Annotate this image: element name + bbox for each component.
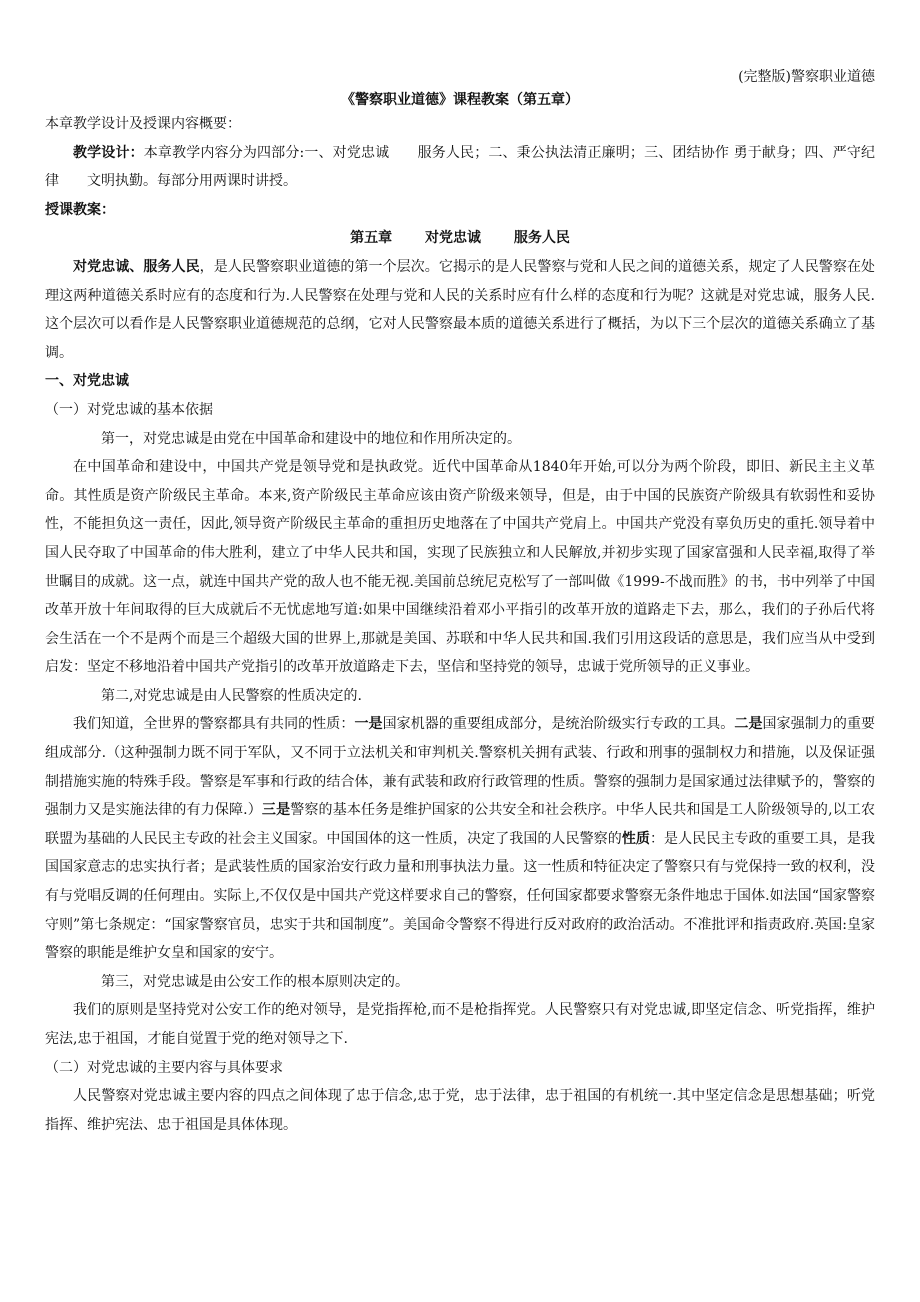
document-header-label: (完整版)警察职业道德 <box>738 69 875 85</box>
intro-lead: 对党忠诚、服务人民 <box>73 258 200 275</box>
section1-heading: 一、对党忠诚 <box>45 373 129 390</box>
second-marker-one: 一是 <box>354 716 383 733</box>
first-paragraph: 在中国革命和建设中，中国共产党是领导党和是执政党。近代中国革命从1840年开始,可以分为两个阶段，即旧、新民主主义革命。其性质是资产阶级民主革命。本来,资产阶级民主革命应该由资产阶级来领导，但是，由于中国的民族资产阶级具有软弱性和妥协性，不能担负这一责任，因此,领导资产阶级民主革命的重担历史地落在了中国共产党肩上。中国共产党没有辜负历史的重托.领导着中国人民夺取了中国革命的伟大胜利，建立了中华人民共和国，实现了民族独立和人民解放,并初步实现了国家富强和人民幸福,取得了举世瞩目的成就。这一点，就连中国共产党的敌人也不能无视.美国前总统尼克松写了一部叫做《1999-不战而胜》的书，书中列举了中国改革开放十年间取得的巨大成就后不无忧虑地写道:如果中国继续沿着邓小平指引的改革开放的道路走下去，那么，我们的子孙后代将会生活在一个不是两个而是三个超级大国的世界上,那就是美国、苏联和中华人民共和国.我们引用这段话的意思是，我们应当从中受到启发：坚定不移地沿着中国共产党指引的改革开放道路走下去，坚信和坚持党的领导，忠诚于党所领导的正义事业。 <box>45 459 875 676</box>
third-heading: 第三，对党忠诚是由公安工作的根本原则决定的。 <box>101 973 409 990</box>
second-marker-two: 二是 <box>734 716 763 733</box>
chapter-number: 第五章 <box>350 230 393 247</box>
second-nature-bold: 性质 <box>621 830 650 847</box>
intro-paragraph <box>45 253 875 367</box>
document-title: 《警察职业道德》课程教案（第五章） <box>341 92 579 108</box>
teaching-design-paragraph <box>45 139 875 196</box>
chapter-heading <box>45 224 875 253</box>
first-heading: 第一，对党忠诚是由党在中国革命和建设中的地位和作用所决定的。 <box>101 430 521 447</box>
sub1-heading: （一）对党忠诚的基本依据 <box>45 401 213 418</box>
second-heading: 第二,对党忠诚是由人民警察的性质决定的. <box>101 687 362 704</box>
sub2-heading: （二）对党忠诚的主要内容与具体要求 <box>45 1059 283 1076</box>
second-text-b: 国家机器的重要组成部分，是统治阶级实行专政的工具。 <box>382 716 735 733</box>
second-paragraph <box>45 710 875 967</box>
overview-heading: 本章教学设计及授课内容概要： <box>45 116 241 132</box>
second-marker-three: 三是 <box>261 802 291 819</box>
sub2-paragraph: 人民警察对党忠诚主要内容的四点之间体现了忠于信念,忠于党，忠于法律，忠于祖国的有机统一.其中坚定信念是思想基础；听党指挥、维护宪法、忠于祖国是具体体现。 <box>45 1088 875 1133</box>
second-text-c: 国家强制力的重要组成部分.（这种强制力既不同于军队，又不同于立法机关和审判机关.警察机关拥有武装、行政和刑事的强制权力和措施，以及保证强制措施实施的特殊手段。警察是军事和行政的结合体，兼有武装和政府行政管理的性质。警察的强制力是国家通过法律赋予的，警察的强制力又是实施法律的有力保障.） <box>45 716 876 819</box>
third-paragraph: 我们的原则是坚持党对公安工作的绝对领导，是党指挥枪,而不是枪指挥党。人民警察只有对党忠诚,即坚定信念、听党指挥，维护宪法,忠于祖国，才能自觉置于党的绝对领导之下. <box>45 1002 875 1047</box>
chapter-title-part2: 服务人民 <box>513 230 570 247</box>
second-text-d: 警察的基本任务是维护国家的公共安全和社会秩序。中华人民共和国是工人阶级领导的,以工农联盟为基础的人民民主专政的社会主义国家。中国国体的这一性质，决定了我国的人民警察的 <box>45 802 876 847</box>
chapter-title-part1: 对党忠诚 <box>425 230 481 247</box>
teaching-design-label: 教学设计： <box>73 144 144 161</box>
lesson-plan-heading: 授课教案： <box>45 201 115 218</box>
teaching-design-text: 本章教学内容分为四部分:一、对党忠诚 服务人民；二、秉公执法清正廉明；三、团结协作 勇于献身；四、严守纪律 文明执勤。每部分用两课时讲授。 <box>45 144 875 190</box>
second-text-e: ：是人民民主专政的重要工具，是我国国家意志的忠实执行者；是武装性质的国家治安行政力量和刑事执法力量。这一性质和特征决定了警察只有与党保持一致的权利，没有与党唱反调的任何理由。实际上,不仅仅是中国共产党这样要求自己的警察，任何国家都要求警察无条件地忠于国体.如法国“国家警察守则”第七条规定：“国家警察官员，忠实于共和国制度”。美国命令警察不得进行反对政府的政治活动。不准批评和指责政府.英国:皇家警察的职能是维护女皇和国家的安宁。 <box>45 830 876 962</box>
intro-text: ，是人民警察职业道德的第一个层次。它揭示的是人民警察与党和人民之间的道德关系，规定了人民警察在处理这两种道德关系时应有的态度和行为.人民警察在处理与党和人民的关系时应有什么样的态度和行为呢？这就是对党忠诚，服务人民.这个层次可以看作是人民警察职业道德规范的总纲，它对人民警察最本质的道德关系进行了概括，为以下三个层次的道德关系确立了基调。 <box>45 258 876 361</box>
second-text-a: 我们知道，全世界的警察都具有共同的性质： <box>73 716 355 733</box>
